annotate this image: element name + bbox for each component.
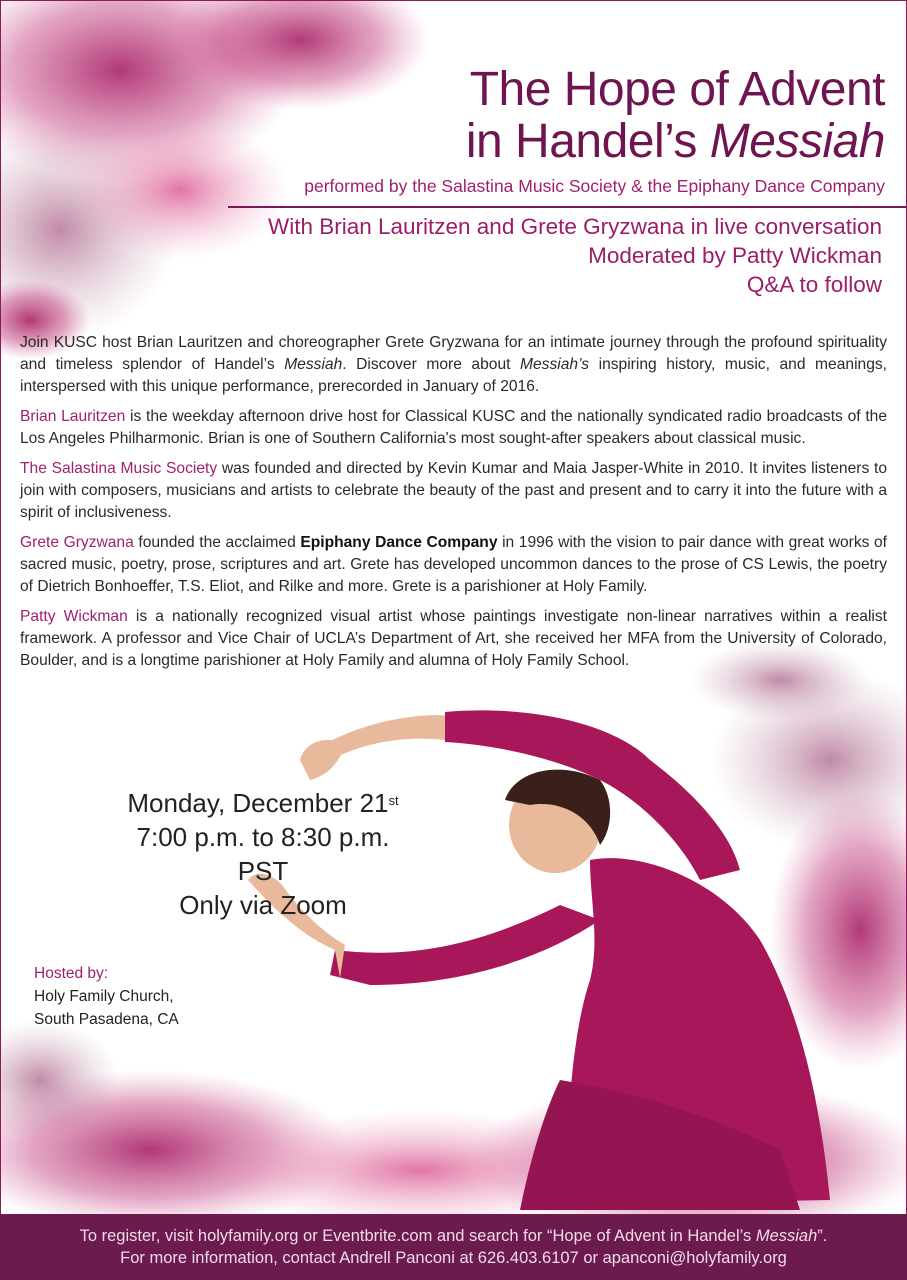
title-line-2: in Handel’s Messiah [465, 115, 885, 168]
event-details [108, 786, 418, 922]
grete-bio: Grete Gryzwana founded the acclaimed Epiphany Dance Company in 1996 with the vision to pair dance with great works of sacred music, poetry, prose, scriptures and art. Grete has developed uncommon dances to the prose of CS Lewis, the poetry of Dietrich Bonhoeffer, T.S. Eliot, and Rilke and more. Grete is a parishioner at Holy Family. [20, 534, 888, 595]
grete-name: Grete Gryzwana [20, 534, 134, 551]
conversation-line-1: With Brian Lauritzen and Grete Gryzwana in live conversation [267, 214, 882, 239]
event-date: Monday, December 21st [127, 788, 399, 818]
conversation-line-3: Q&A to follow [746, 272, 882, 297]
brian-bio: Brian Lauritzen is the weekday afternoon drive host for Classical KUSC and the nationally syndicated radio broadcasts of the Los Angeles Philharmonic. Brian is one of Southern California's most sought-after speakers about classical music. [20, 408, 887, 447]
title-line-1: The Hope of Advent [469, 63, 885, 116]
description-body [20, 332, 887, 680]
hosted-label: Hosted by: [34, 965, 109, 982]
footer-line-1: To register, visit holyfamily.org or Eventbrite.com and search for “Hope of Advent in Handel’s Messiah”. [79, 1227, 828, 1245]
poster-title [466, 64, 885, 168]
salastina-name: The Salastina Music Society [20, 460, 218, 477]
event-venue: Only via Zoom [179, 890, 347, 920]
footer-line-2: For more information, contact Andrell Panconi at 626.403.6107 or apanconi@holyfamily.org [120, 1249, 787, 1267]
performers-subtitle: performed by the Salastina Music Society & the Epiphany Dance Company [304, 176, 885, 196]
hosted-by [34, 962, 179, 1031]
conversation-line-2: Moderated by Patty Wickman [588, 243, 882, 268]
patty-name: Patty Wickman [20, 608, 128, 625]
host-line-2: South Pasadena, CA [34, 1011, 179, 1028]
event-time: 7:00 p.m. to 8:30 p.m. PST [136, 822, 390, 886]
salastina-bio: The Salastina Music Society was founded and directed by Kevin Kumar and Maia Jasper-White in 2010. It invites listeners to join with composers, musicians and artists to celebrate the beauty of the past and present and to carry it into the future with a spirit of inclusiveness. [20, 460, 888, 521]
intro-paragraph: Join KUSC host Brian Lauritzen and choreographer Grete Gryzwana for an intimate journey through the profound spirituality and timeless splendor of Handel’s Messiah. Discover more about Messiah’s inspiring history, music, and meanings, interspersed with this unique performance, prerecorded in January of 2016. [20, 334, 888, 395]
patty-bio: Patty Wickman is a nationally recognized visual artist whose paintings investigate non-linear narratives within a realist framework. A professor and Vice Chair of UCLA’s Department of Art, she received her MFA from the University of Colorado, Boulder, and is a longtime parishioner at Holy Family and alumna of Holy Family School. [20, 608, 888, 669]
title-messiah: Messiah [709, 115, 885, 168]
conversation-info [268, 212, 882, 299]
host-line-1: Holy Family Church, [34, 988, 174, 1005]
registration-footer [0, 1214, 907, 1280]
epiphany-company: Epiphany Dance Company [300, 534, 498, 551]
brian-name: Brian Lauritzen [20, 408, 126, 425]
title-divider [228, 206, 907, 208]
